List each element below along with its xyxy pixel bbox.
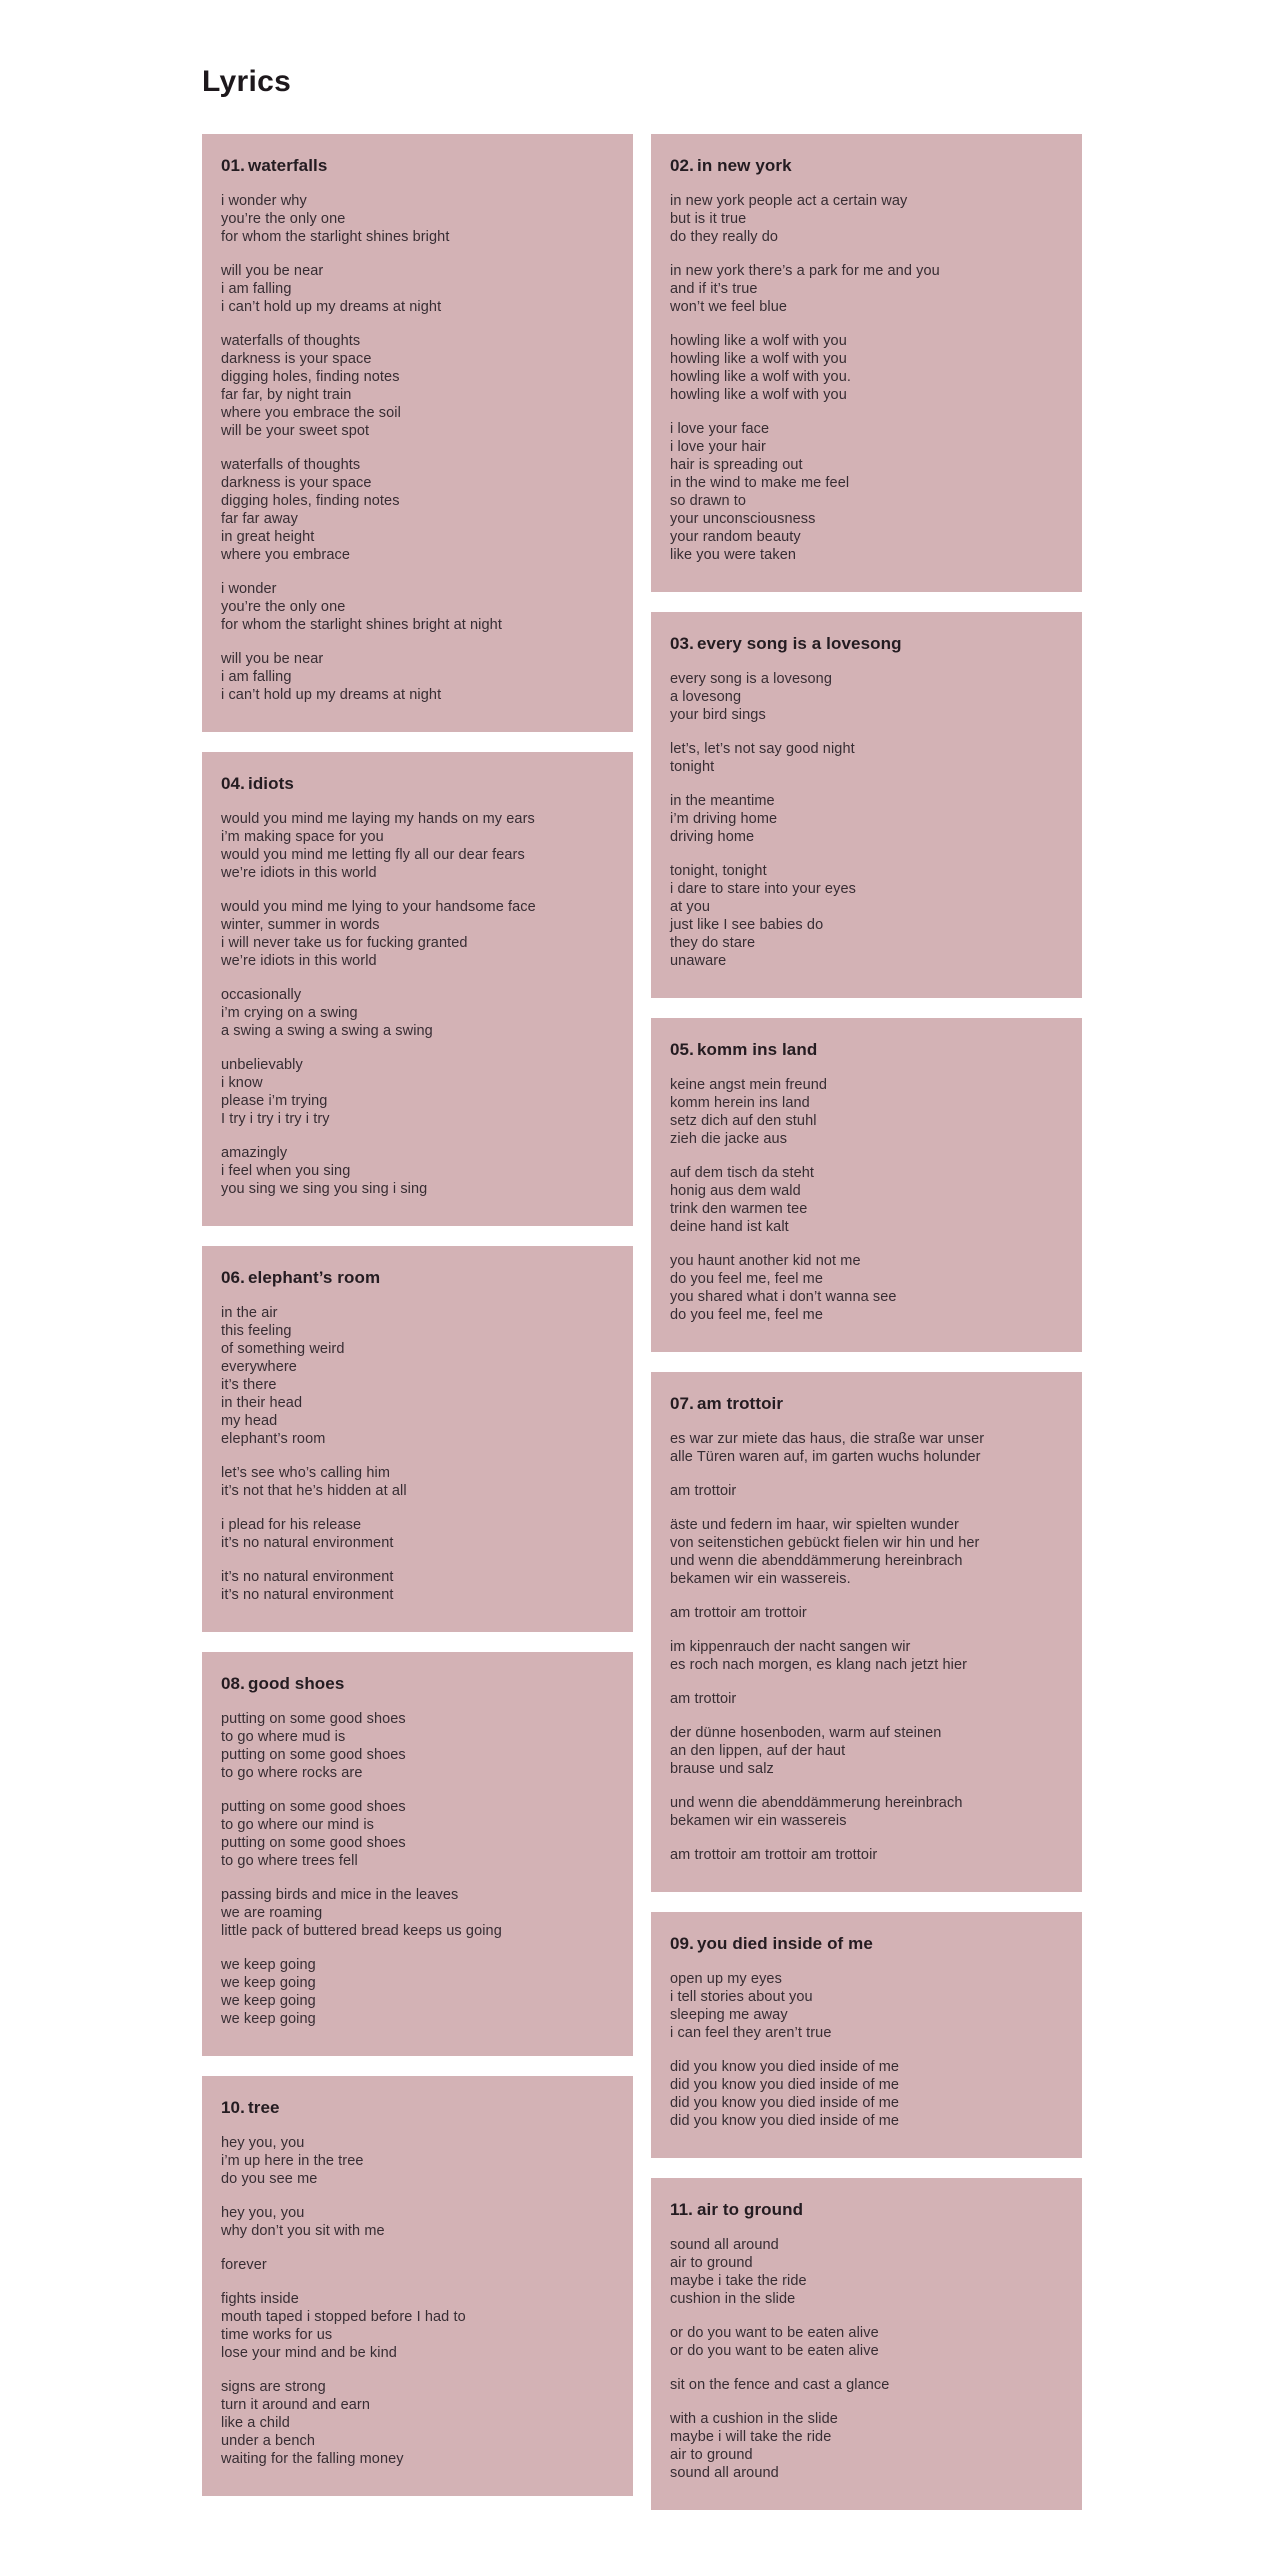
stanza: waterfalls of thoughts darkness is your space digging holes, finding notes far far away in great height where you embrace [221,457,400,563]
song-lyrics [221,192,609,704]
song-title: every song is a lovesong [697,634,902,653]
stanza: tonight, tonight i dare to stare into your eyes at you just like I see babies do they do stare unaware [670,863,856,969]
song-title: am trottoir [697,1394,784,1413]
stanza: am trottoir [670,1483,737,1499]
stanza: open up my eyes i tell stories about you sleeping me away i can feel they aren’t true [670,1971,832,2041]
song-title: good shoes [248,1674,345,1693]
song-card [202,1652,633,2056]
stanza: am trottoir am trottoir am trottoir [670,1847,878,1863]
song-lyrics [670,670,1058,970]
song-heading [670,1394,1058,1413]
song-number: 03. [670,634,694,653]
song-title: elephant’s room [248,1268,381,1287]
stanza: in new york people act a certain way but is it true do they really do [670,193,908,245]
stanza: am trottoir am trottoir [670,1605,807,1621]
song-lyrics [670,1970,1058,2130]
stanza: would you mind me laying my hands on my ears i’m making space for you would you mind me letting fly all our dear fears we’re idiots in this world [221,811,535,881]
stanza: am trottoir [670,1691,737,1707]
stanza: every song is a lovesong a lovesong your bird sings [670,671,832,723]
stanza: it’s no natural environment it’s no natural environment [221,1569,394,1603]
song-title: idiots [248,774,294,793]
stanza: äste und federn im haar, wir spielten wunder von seitenstichen gebückt fielen wir hin und her und wenn die abenddämmerung hereinbrach bekamen wir ein wassereis. [670,1517,980,1587]
stanza: es war zur miete das haus, die straße war unser alle Türen waren auf, im garten wuchs holunder [670,1431,985,1465]
stanza: would you mind me lying to your handsome face winter, summer in words i will never take us for fucking granted we’re idiots in this world [221,899,536,969]
song-heading [670,1040,1058,1059]
stanza: will you be near i am falling i can’t hold up my dreams at night [221,263,442,315]
stanza: let’s, let’s not say good night tonight [670,741,855,775]
stanza: in the air this feeling of something weird everywhere it’s there in their head my head elephant’s room [221,1305,345,1447]
stanza: i love your face i love your hair hair is spreading out in the wind to make me feel so drawn to your unconsciousness your random beauty like you were taken [670,421,850,563]
song-heading [670,1934,1058,1953]
song-lyrics [221,2134,609,2468]
stanza: forever [221,2257,267,2273]
stanza: or do you want to be eaten alive or do you want to be eaten alive [670,2325,879,2359]
stanza: unbelievably i know please i’m trying I try i try i try i try [221,1057,330,1127]
song-lyrics [221,810,609,1198]
song-card [651,1018,1082,1352]
stanza: putting on some good shoes to go where our mind is putting on some good shoes to go where trees fell [221,1799,406,1869]
song-card [202,134,633,732]
song-title: waterfalls [248,156,328,175]
song-lyrics [221,1710,609,2028]
stanza: let’s see who’s calling him it’s not that he’s hidden at all [221,1465,407,1499]
song-heading [670,2200,1058,2219]
stanza: keine angst mein freund komm herein ins land setz dich auf den stuhl zieh die jacke aus [670,1077,828,1147]
song-heading [670,634,1058,653]
stanza: did you know you died inside of me did you know you died inside of me did you know you died inside of me did you know you died inside of me [670,2059,900,2129]
song-card [651,1372,1082,1892]
song-number: 06. [221,1268,245,1287]
song-number: 07. [670,1394,694,1413]
stanza: you haunt another kid not me do you feel me, feel me you shared what i don’t wanna see do you feel me, feel me [670,1253,897,1323]
stanza: sit on the fence and cast a glance [670,2377,890,2393]
stanza: will you be near i am falling i can’t hold up my dreams at night [221,651,442,703]
stanza: howling like a wolf with you howling like a wolf with you howling like a wolf with you. howling like a wolf with you [670,333,852,403]
song-card [651,612,1082,998]
stanza: im kippenrauch der nacht sangen wir es roch nach morgen, es klang nach jetzt hier [670,1639,968,1673]
card-columns [202,134,1082,2510]
song-heading [221,156,609,175]
song-number: 11. [670,2200,693,2219]
stanza: with a cushion in the slide maybe i will take the ride air to ground sound all around [670,2411,838,2481]
left-column [202,134,633,2496]
stanza: i wonder why you’re the only one for whom the starlight shines bright [221,193,450,245]
song-lyrics [670,2236,1058,2482]
song-card [651,2178,1082,2510]
stanza: passing birds and mice in the leaves we are roaming little pack of buttered bread keeps us going [221,1887,502,1939]
song-lyrics [670,192,1058,564]
stanza: hey you, you i’m up here in the tree do you see me [221,2135,364,2187]
song-heading [221,1674,609,1693]
song-card [202,1246,633,1632]
song-number: 08. [221,1674,245,1693]
stanza: in the meantime i’m driving home driving home [670,793,778,845]
stanza: in new york there’s a park for me and you and if it’s true won’t we feel blue [670,263,940,315]
song-lyrics [670,1430,1058,1864]
stanza: putting on some good shoes to go where mud is putting on some good shoes to go where rocks are [221,1711,406,1781]
song-heading [221,774,609,793]
song-title: komm ins land [697,1040,818,1059]
stanza: i plead for his release it’s no natural environment [221,1517,394,1551]
song-card [202,2076,633,2496]
stanza: der dünne hosenboden, warm auf steinen an den lippen, auf der haut brause und salz [670,1725,942,1777]
stanza: occasionally i’m crying on a swing a swing a swing a swing a swing [221,987,433,1039]
song-number: 05. [670,1040,694,1059]
song-card [651,134,1082,592]
song-lyrics [670,1076,1058,1324]
stanza: we keep going we keep going we keep going we keep going [221,1957,316,2027]
stanza: auf dem tisch da steht honig aus dem wald trink den warmen tee deine hand ist kalt [670,1165,815,1235]
stanza: sound all around air to ground maybe i take the ride cushion in the slide [670,2237,807,2307]
song-heading [670,156,1058,175]
song-number: 02. [670,156,694,175]
song-number: 01. [221,156,245,175]
song-title: in new york [697,156,792,175]
song-number: 04. [221,774,245,793]
song-heading [221,2098,609,2117]
page-title: Lyrics [202,65,292,98]
stanza: hey you, you why don’t you sit with me [221,2205,385,2239]
stanza: fights inside mouth taped i stopped before I had to time works for us lose your mind and be kind [221,2291,466,2361]
song-lyrics [221,1304,609,1604]
stanza: waterfalls of thoughts darkness is your space digging holes, finding notes far far, by night train where you embrace the soil will be your sweet spot [221,333,401,439]
song-title: you died inside of me [697,1934,873,1953]
stanza: signs are strong turn it around and earn like a child under a bench waiting for the falling money [221,2379,404,2467]
song-card [202,752,633,1226]
song-number: 10. [221,2098,245,2117]
stanza: und wenn die abenddämmerung hereinbrach bekamen wir ein wassereis [670,1795,963,1829]
stanza: i wonder you’re the only one for whom the starlight shines bright at night [221,581,502,633]
song-title: tree [248,2098,280,2117]
stanza: amazingly i feel when you sing you sing we sing you sing i sing [221,1145,428,1197]
right-column [651,134,1082,2510]
song-card [651,1912,1082,2158]
song-title: air to ground [697,2200,804,2219]
song-heading [221,1268,609,1287]
song-number: 09. [670,1934,694,1953]
